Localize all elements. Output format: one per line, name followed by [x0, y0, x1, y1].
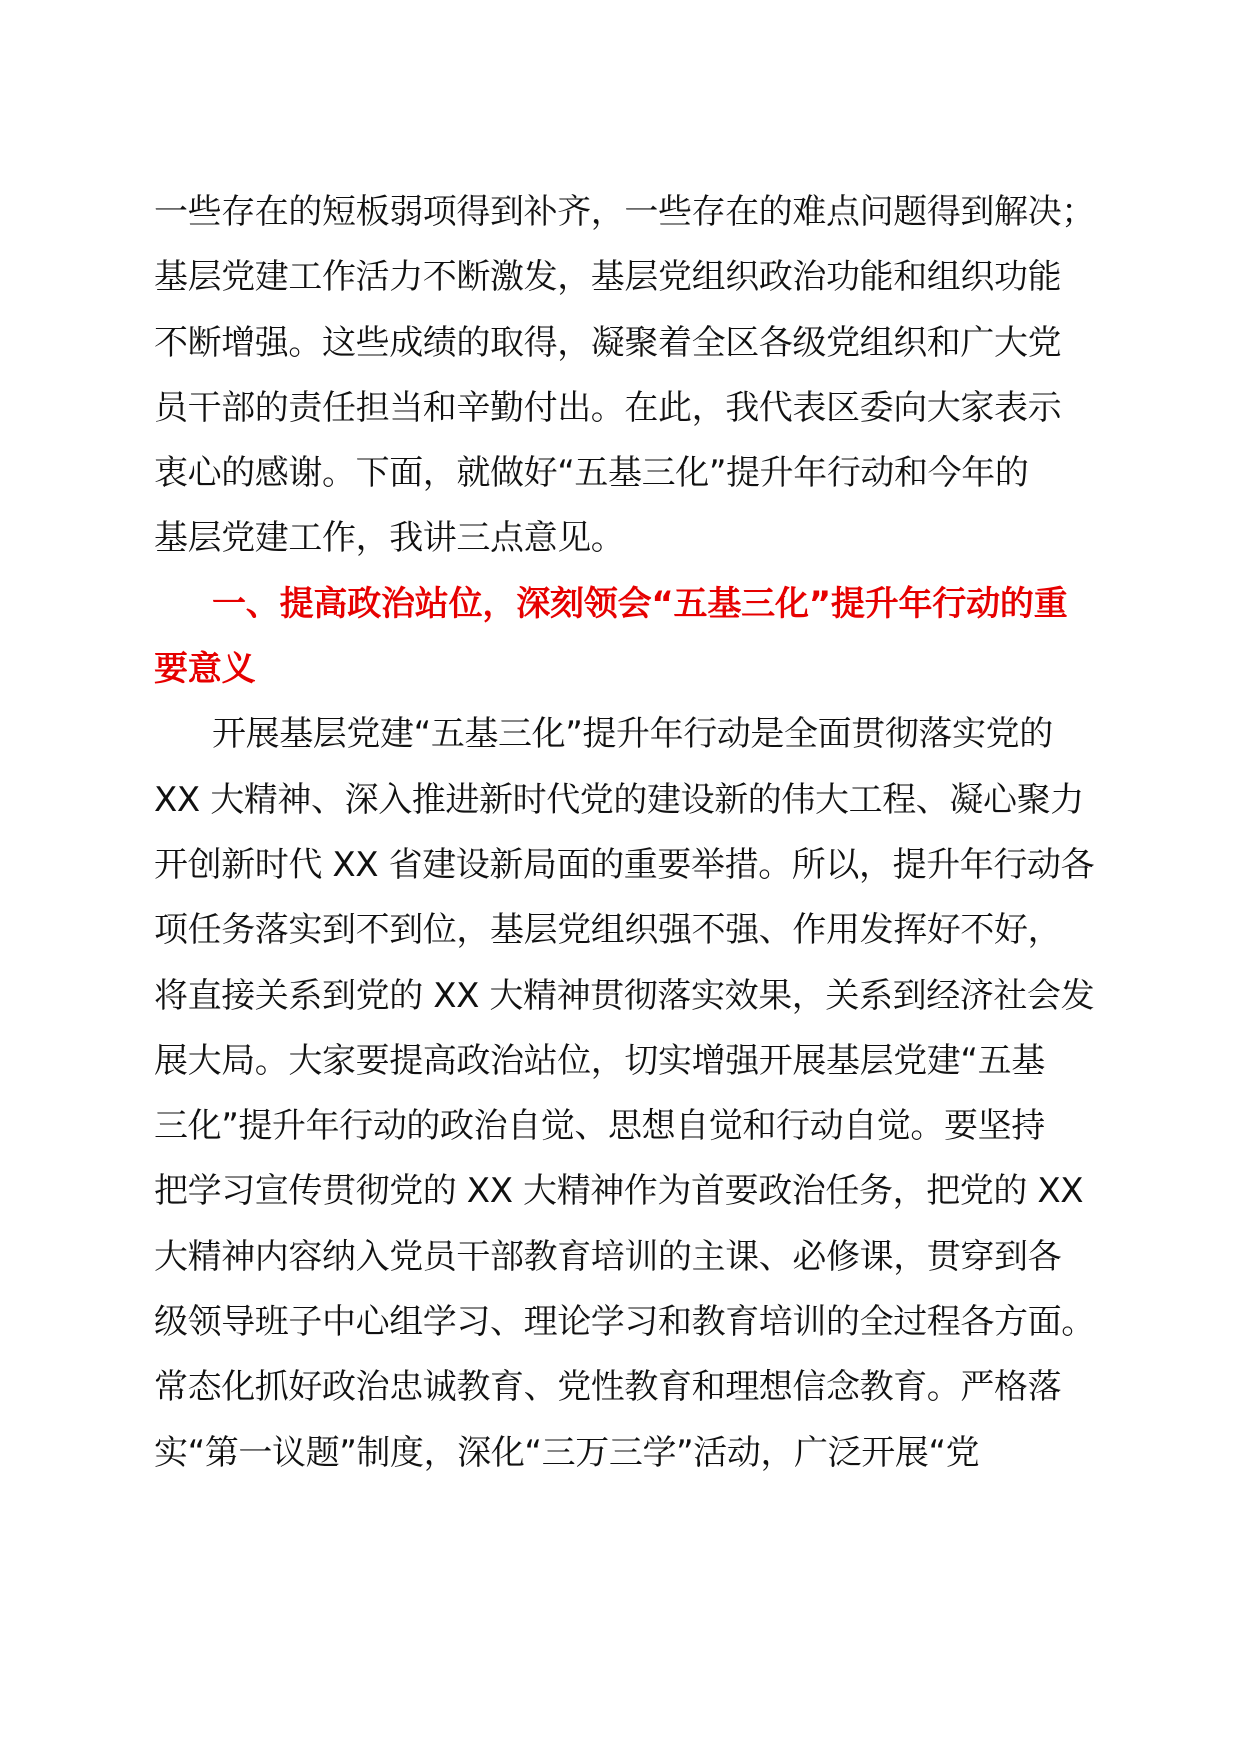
text-line: 基层党建工作，我讲三点意见。	[154, 518, 625, 559]
continuation-paragraph	[154, 180, 1094, 572]
text-line: 级领导班子中心组学习、理论学习和教育培训的全过程各方面。	[154, 1302, 1095, 1343]
text-line: 展大局。大家要提高政治站位，切实增强开展基层党建“五基	[154, 1040, 1045, 1081]
text-line: 衷心的感谢。下面，就做好“五基三化”提升年行动和今年的	[154, 453, 1029, 494]
text-line: 把学习宣传贯彻党的 XX 大精神作为首要政治任务，把党的 XX	[154, 1171, 1084, 1212]
text-line: 不断增强。这些成绩的取得，凝聚着全区各级党组织和广大党	[154, 322, 1062, 363]
section-paragraph	[154, 702, 1094, 1486]
heading-line: 要意义	[154, 649, 256, 690]
document-body	[154, 180, 1094, 1486]
text-line: 基层党建工作活力不断激发，基层党组织政治功能和组织功能	[154, 257, 1062, 298]
text-line: 常态化抓好政治忠诚教育、党性教育和理想信念教育。严格落	[154, 1367, 1062, 1408]
text-line: 员干部的责任担当和辛勤付出。在此，我代表区委向大家表示	[154, 387, 1062, 428]
text-line: 实“第一议题”制度，深化“三万三学”活动，广泛开展“党	[154, 1432, 980, 1473]
text-line: 三化”提升年行动的政治自觉、思想自觉和行动自觉。要坚持	[154, 1106, 1045, 1147]
text-line: XX 大精神、深入推进新时代党的建设新的伟大工程、凝心聚力	[154, 779, 1084, 820]
text-line: 开创新时代 XX 省建设新局面的重要举措。所以，提升年行动各	[154, 844, 1095, 885]
heading-line: 一、提高政治站位，深刻领会“五基三化”提升年行动的重	[212, 583, 1068, 624]
text-line: 项任务落实到不到位，基层党组织强不强、作用发挥好不好，	[154, 910, 1062, 951]
text-line: 开展基层党建“五基三化”提升年行动是全面贯彻落实党的	[212, 714, 1053, 755]
text-line: 大精神内容纳入党员干部教育培训的主课、必修课，贯穿到各	[154, 1236, 1062, 1277]
text-line: 将直接关系到党的 XX 大精神贯彻落实效果，关系到经济社会发	[154, 975, 1095, 1016]
text-line: 一些存在的短板弱项得到补齐，一些存在的难点问题得到解决；	[154, 192, 1095, 232]
section-heading	[154, 572, 1094, 703]
